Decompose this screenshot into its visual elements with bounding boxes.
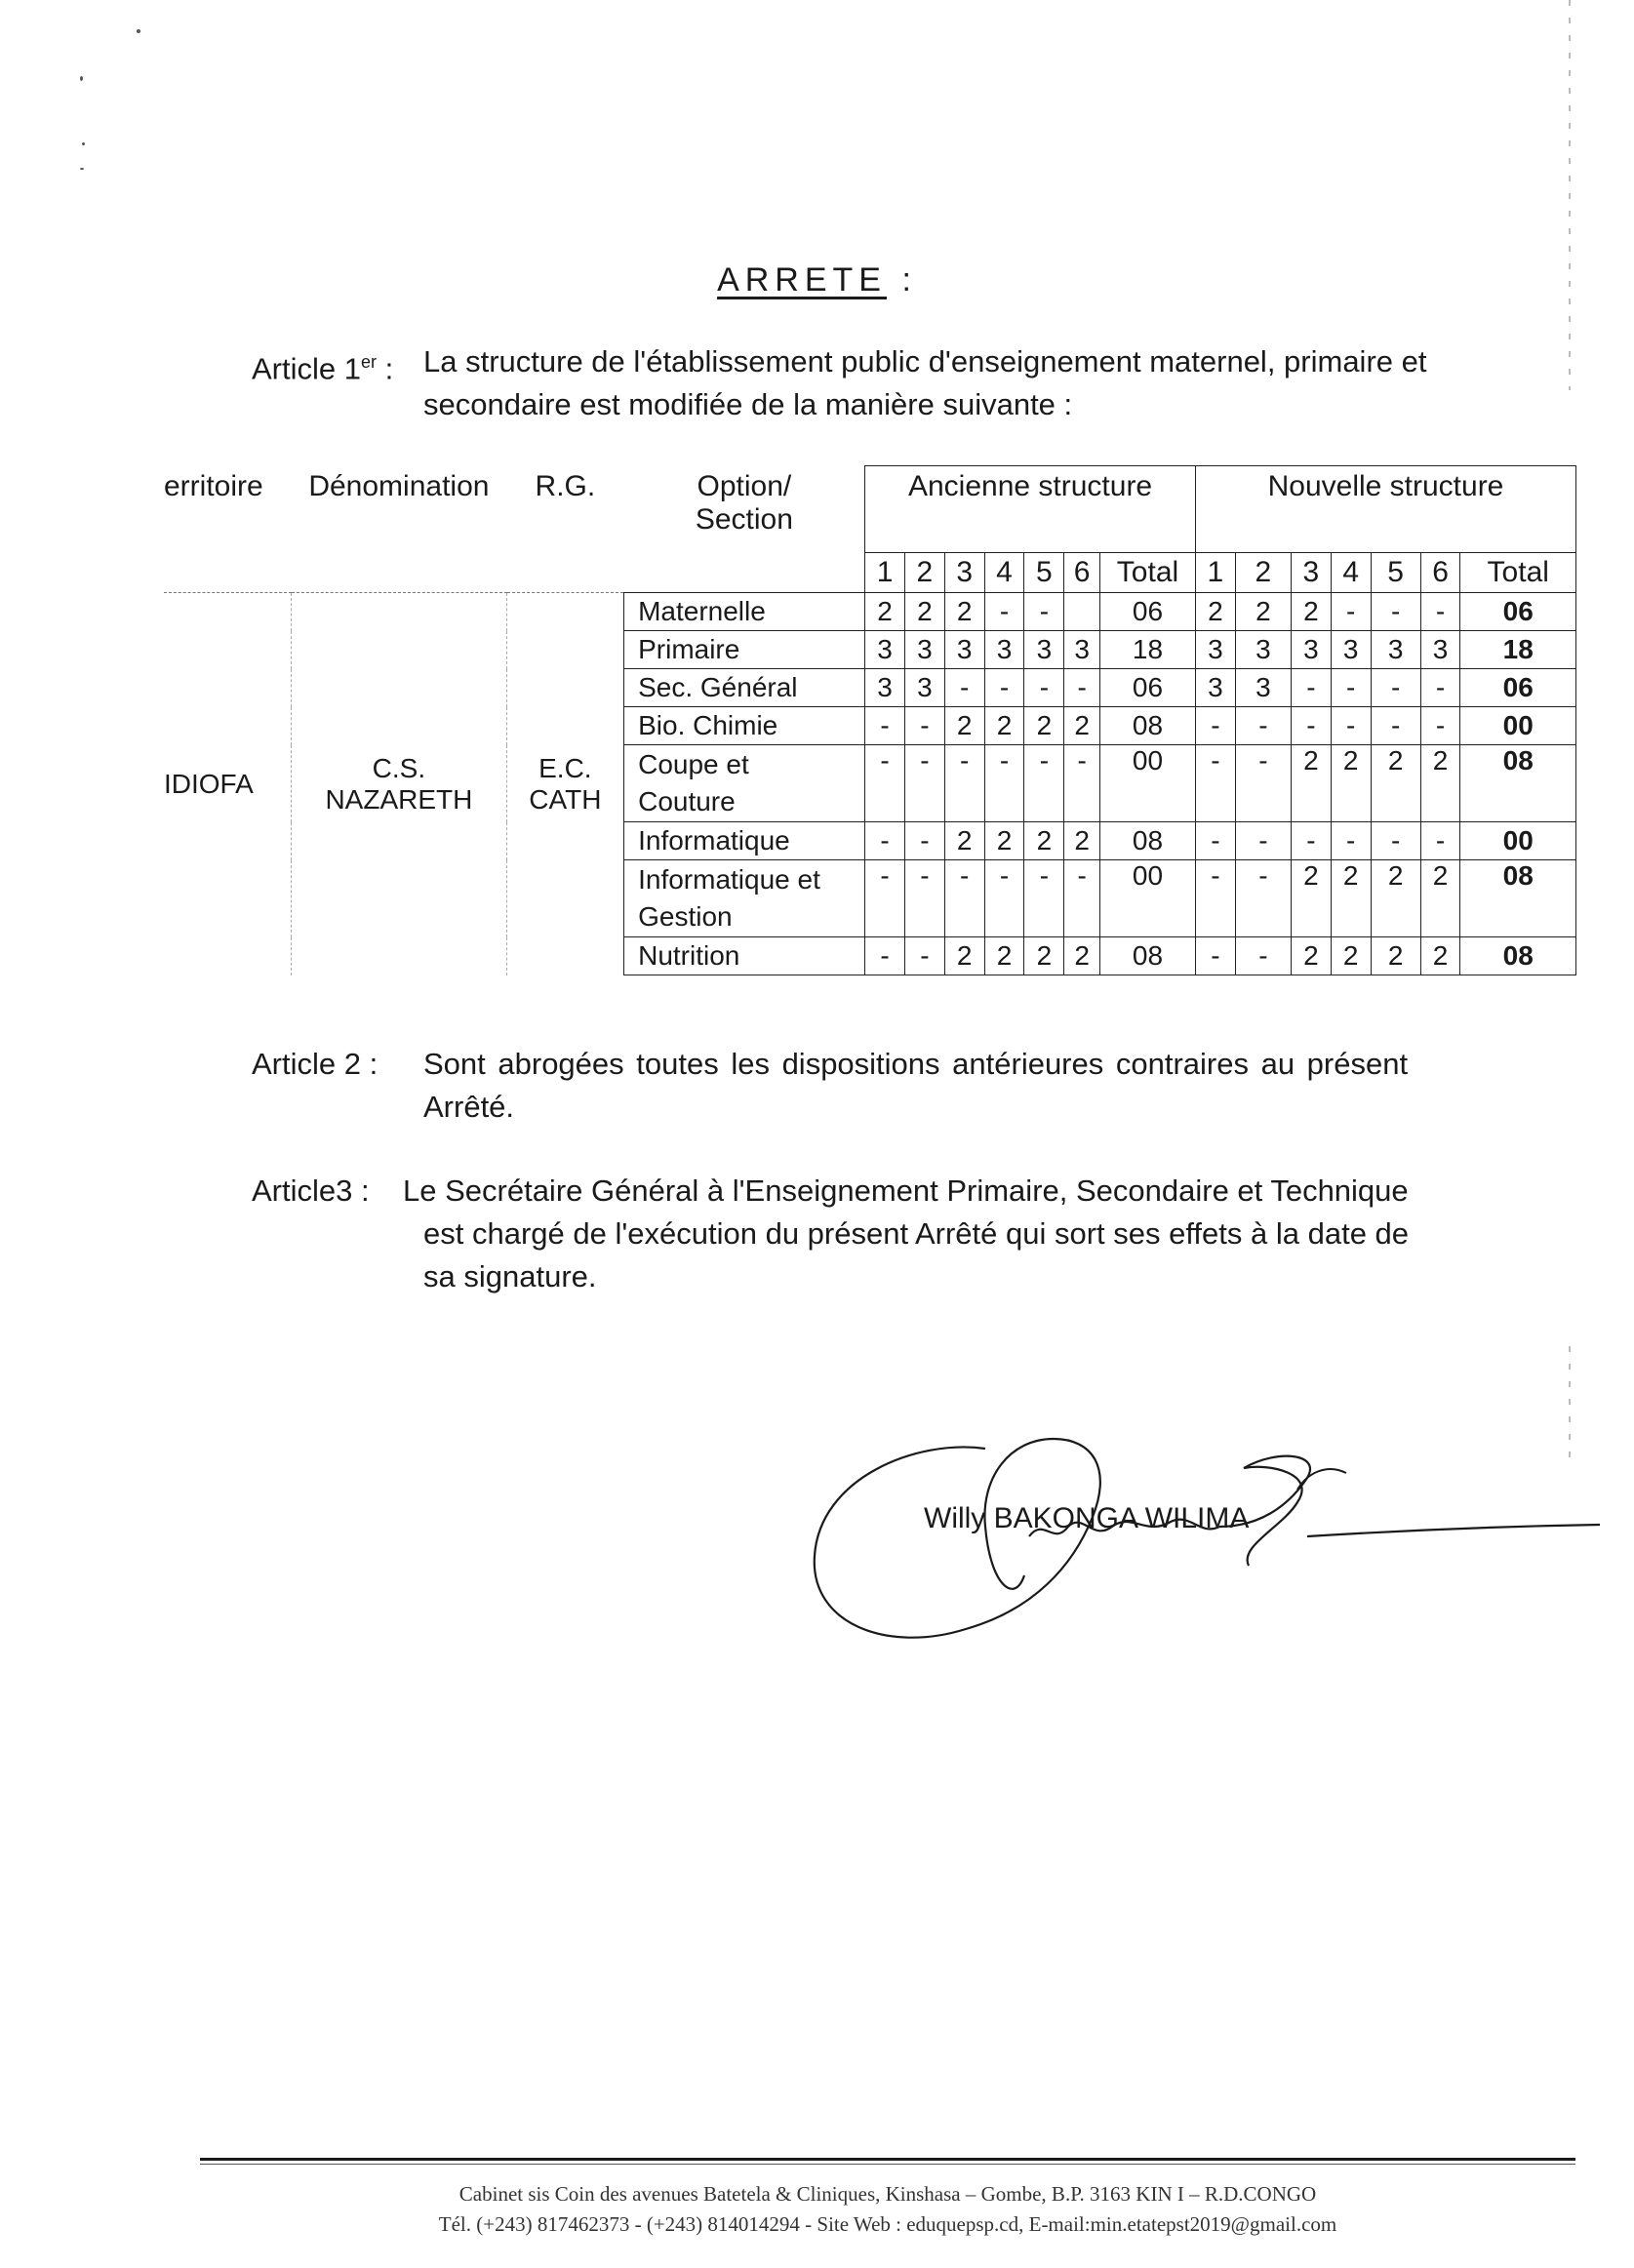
old-level-cell: - (1064, 669, 1100, 707)
table-body (164, 593, 1576, 975)
old-level-header: 4 (984, 553, 1024, 593)
header-option-line2: Section (695, 502, 793, 536)
new-level-cell: 2 (1371, 745, 1420, 822)
old-total-header: Total (1100, 553, 1196, 593)
new-level-cell: 2 (1331, 745, 1371, 822)
cell-option (624, 745, 865, 822)
new-level-header: 3 (1291, 553, 1331, 593)
old-total-cell: 18 (1100, 631, 1196, 669)
old-level-cell: - (1064, 860, 1100, 937)
new-level-cell: - (1291, 822, 1331, 860)
header-rg: R.G. (506, 466, 623, 593)
new-total-cell: 08 (1460, 937, 1576, 975)
handwritten-signature (800, 1419, 1610, 1673)
new-level-cell: 2 (1195, 593, 1235, 631)
old-total-cell: 06 (1100, 593, 1196, 631)
old-level-cell: - (865, 745, 905, 822)
new-level-header: 1 (1195, 553, 1235, 593)
old-level-cell: 3 (944, 631, 984, 669)
old-level-header: 2 (904, 553, 944, 593)
article-2 (252, 1043, 1486, 1140)
option-label: Maternelle (638, 596, 766, 626)
old-level-cell: 3 (865, 669, 905, 707)
old-level-cell: - (1024, 593, 1064, 631)
new-total-cell: 06 (1460, 669, 1576, 707)
new-level-cell: 3 (1235, 631, 1291, 669)
new-level-cell: - (1291, 669, 1331, 707)
new-level-cell: 3 (1420, 631, 1460, 669)
new-level-cell: 2 (1291, 860, 1331, 937)
header-nouvelle-structure: Nouvelle structure (1195, 466, 1575, 553)
new-level-cell: 3 (1195, 631, 1235, 669)
new-level-cell: 2 (1371, 860, 1420, 937)
old-level-cell: - (865, 707, 905, 745)
structure-table (164, 465, 1576, 975)
new-level-cell: 2 (1291, 745, 1331, 822)
new-level-cell: - (1371, 822, 1420, 860)
old-level-header: 3 (944, 553, 984, 593)
old-level-cell: - (944, 669, 984, 707)
option-label: Informatique et (638, 864, 820, 895)
new-level-cell: 3 (1235, 669, 1291, 707)
new-level-cell: 2 (1235, 593, 1291, 631)
scan-speck (137, 29, 140, 33)
new-level-cell: 3 (1291, 631, 1331, 669)
old-level-cell: 2 (1024, 707, 1064, 745)
option-label-line2: Couture (638, 786, 736, 816)
new-level-cell: - (1331, 707, 1371, 745)
old-level-cell: 3 (904, 631, 944, 669)
cell-option (624, 822, 865, 860)
new-level-cell: 3 (1331, 631, 1371, 669)
new-level-cell: - (1235, 860, 1291, 937)
article-3-label: Article3 : (252, 1174, 370, 1208)
old-level-cell: 3 (1064, 631, 1100, 669)
option-label: Primaire (638, 634, 740, 664)
old-level-cell: 2 (984, 822, 1024, 860)
scan-speck (80, 168, 84, 170)
new-level-cell: - (1420, 593, 1460, 631)
old-level-cell: - (984, 745, 1024, 822)
new-total-cell: 06 (1460, 593, 1576, 631)
old-level-cell: 3 (904, 669, 944, 707)
new-level-cell: 2 (1420, 860, 1460, 937)
new-level-cell: - (1235, 822, 1291, 860)
old-level-cell: 2 (944, 707, 984, 745)
scan-speck (82, 142, 85, 145)
old-level-cell: 2 (1024, 822, 1064, 860)
old-total-cell: 00 (1100, 860, 1196, 937)
cell-option (624, 669, 865, 707)
old-level-cell: 2 (1064, 822, 1100, 860)
old-level-cell: - (984, 669, 1024, 707)
old-level-cell: 2 (944, 937, 984, 975)
new-level-cell: - (1420, 822, 1460, 860)
old-level-cell: 2 (1064, 707, 1100, 745)
article-1-label: Article 1er : (252, 351, 394, 386)
old-level-cell: 3 (1024, 631, 1064, 669)
cell-denomination-line: NAZARETH (325, 783, 473, 815)
new-total-cell: 00 (1460, 822, 1576, 860)
new-level-cell: 2 (1291, 593, 1331, 631)
article-1 (252, 340, 1486, 438)
new-level-cell: 3 (1195, 669, 1235, 707)
new-level-cell: - (1235, 937, 1291, 975)
cell-rg-line: CATH (529, 783, 602, 815)
decree-heading: ARRETE : (717, 261, 917, 298)
header-ancienne-structure: Ancienne structure (865, 466, 1196, 553)
old-level-cell: 2 (944, 822, 984, 860)
cell-option (624, 593, 865, 631)
old-level-cell: - (904, 822, 944, 860)
article-3-text-line1: Le Secrétaire Général à l'Enseignement Primaire, Secondaire et Technique (403, 1174, 1409, 1208)
footer-contacts: Tél. (+243) 817462373 - (+243) 814014294 - Site Web : eduquepsp.cd, E-mail:min.etatepst2019@gmail.com (438, 2212, 1337, 2236)
signer-name: Willy BAKONGA WILIMA (924, 1502, 1250, 1534)
old-level-header: 6 (1064, 553, 1100, 593)
new-level-cell: - (1195, 860, 1235, 937)
article-3 (252, 1170, 1486, 1316)
cell-denomination (292, 593, 506, 975)
option-label: Nutrition (638, 940, 740, 971)
article-1-text-line2: secondaire est modifiée de la manière suivante : (423, 387, 1073, 421)
cell-option (624, 937, 865, 975)
old-level-cell: - (1024, 669, 1064, 707)
new-level-cell: - (1420, 707, 1460, 745)
new-level-cell: - (1291, 707, 1331, 745)
old-total-cell: 08 (1100, 707, 1196, 745)
new-level-cell: - (1371, 593, 1420, 631)
header-option-line1: Option/ (697, 469, 792, 502)
new-level-cell: - (1195, 822, 1235, 860)
old-level-cell: - (865, 937, 905, 975)
footer-rule (200, 2158, 1575, 2161)
old-level-cell: - (944, 745, 984, 822)
table-row (164, 593, 1576, 631)
article-3-text-line2: est chargé de l'exécution du présent Arrêté qui sort ses effets à la date de (423, 1216, 1410, 1251)
article-2-text-line1: Sont abrogées toutes les dispositions antérieures contraires au présent (423, 1047, 1409, 1081)
new-level-cell: - (1195, 745, 1235, 822)
new-level-cell: 2 (1371, 937, 1420, 975)
option-label: Bio. Chimie (638, 710, 778, 740)
old-level-cell: 3 (865, 631, 905, 669)
old-total-cell: 06 (1100, 669, 1196, 707)
new-level-cell: - (1331, 822, 1371, 860)
new-total-cell: 08 (1460, 860, 1576, 937)
old-level-cell: 2 (984, 937, 1024, 975)
new-level-header: 5 (1371, 553, 1420, 593)
cell-rg (506, 593, 623, 975)
header-denomination: Dénomination (292, 466, 506, 593)
old-level-cell: 2 (944, 593, 984, 631)
option-label: Sec. Général (638, 672, 798, 702)
new-level-cell: - (1235, 745, 1291, 822)
old-level-cell: - (904, 707, 944, 745)
article-3-text-line3: sa signature. (423, 1259, 597, 1293)
new-level-cell: 3 (1371, 631, 1420, 669)
header-territoire: erritoire (164, 466, 292, 593)
article-2-label: Article 2 : (252, 1047, 379, 1081)
old-total-cell: 00 (1100, 745, 1196, 822)
footer-address: Cabinet sis Coin des avenues Batetela & Cliniques, Kinshasa – Gombe, B.P. 3163 KIN I – R.D.CONGO (458, 2182, 1317, 2206)
cell-denomination-line: C.S. (372, 752, 426, 783)
old-level-cell: - (865, 822, 905, 860)
footer-rule (200, 2164, 1575, 2165)
old-level-header: 5 (1024, 553, 1064, 593)
old-level-cell: - (984, 593, 1024, 631)
new-level-cell: - (1331, 593, 1371, 631)
article-1-text-line1: La structure de l'établissement public d'enseignement maternel, primaire et (423, 344, 1427, 378)
old-total-cell: 08 (1100, 822, 1196, 860)
old-level-cell: 2 (1024, 937, 1064, 975)
new-level-cell: - (1195, 937, 1235, 975)
old-level-cell: - (1024, 745, 1064, 822)
new-level-header: 4 (1331, 553, 1371, 593)
header-option (624, 466, 865, 593)
old-level-cell: 2 (1064, 937, 1100, 975)
option-label: Coupe et (638, 749, 749, 779)
new-level-cell: 2 (1291, 937, 1331, 975)
new-level-cell: 2 (1331, 937, 1371, 975)
new-level-header: 6 (1420, 553, 1460, 593)
old-level-cell: - (904, 937, 944, 975)
cell-territoire (164, 593, 292, 975)
new-level-cell: - (1331, 669, 1371, 707)
old-level-cell: - (984, 860, 1024, 937)
new-level-cell: - (1371, 669, 1420, 707)
new-level-cell: - (1420, 669, 1460, 707)
old-total-cell: 08 (1100, 937, 1196, 975)
old-level-cell: - (1024, 860, 1064, 937)
scan-edge (1569, 0, 1571, 390)
cell-territoire-line: IDIOFA (164, 768, 254, 799)
old-level-cell (1064, 593, 1100, 631)
old-level-cell: - (865, 860, 905, 937)
cell-option (624, 860, 865, 937)
old-level-header: 1 (865, 553, 905, 593)
new-level-cell: 2 (1420, 745, 1460, 822)
old-level-cell: 2 (865, 593, 905, 631)
article-2-text-line2: Arrêté. (423, 1090, 515, 1124)
cell-option (624, 707, 865, 745)
old-level-cell: 3 (984, 631, 1024, 669)
cell-rg-line: E.C. (538, 752, 592, 783)
new-level-cell: 2 (1420, 937, 1460, 975)
option-label: Informatique (638, 825, 790, 855)
option-label-line2: Gestion (638, 901, 733, 932)
new-level-cell: 2 (1331, 860, 1371, 937)
new-level-cell: - (1195, 707, 1235, 745)
old-level-cell: - (904, 745, 944, 822)
new-level-cell: - (1235, 707, 1291, 745)
old-level-cell: - (904, 860, 944, 937)
cell-option (624, 631, 865, 669)
new-total-cell: 18 (1460, 631, 1576, 669)
new-total-cell: 00 (1460, 707, 1576, 745)
new-total-header: Total (1460, 553, 1576, 593)
new-level-cell: - (1371, 707, 1420, 745)
new-total-cell: 08 (1460, 745, 1576, 822)
old-level-cell: - (944, 860, 984, 937)
old-level-cell: 2 (984, 707, 1024, 745)
old-level-cell: - (1064, 745, 1100, 822)
old-level-cell: 2 (904, 593, 944, 631)
new-level-header: 2 (1235, 553, 1291, 593)
scan-speck (80, 76, 83, 81)
